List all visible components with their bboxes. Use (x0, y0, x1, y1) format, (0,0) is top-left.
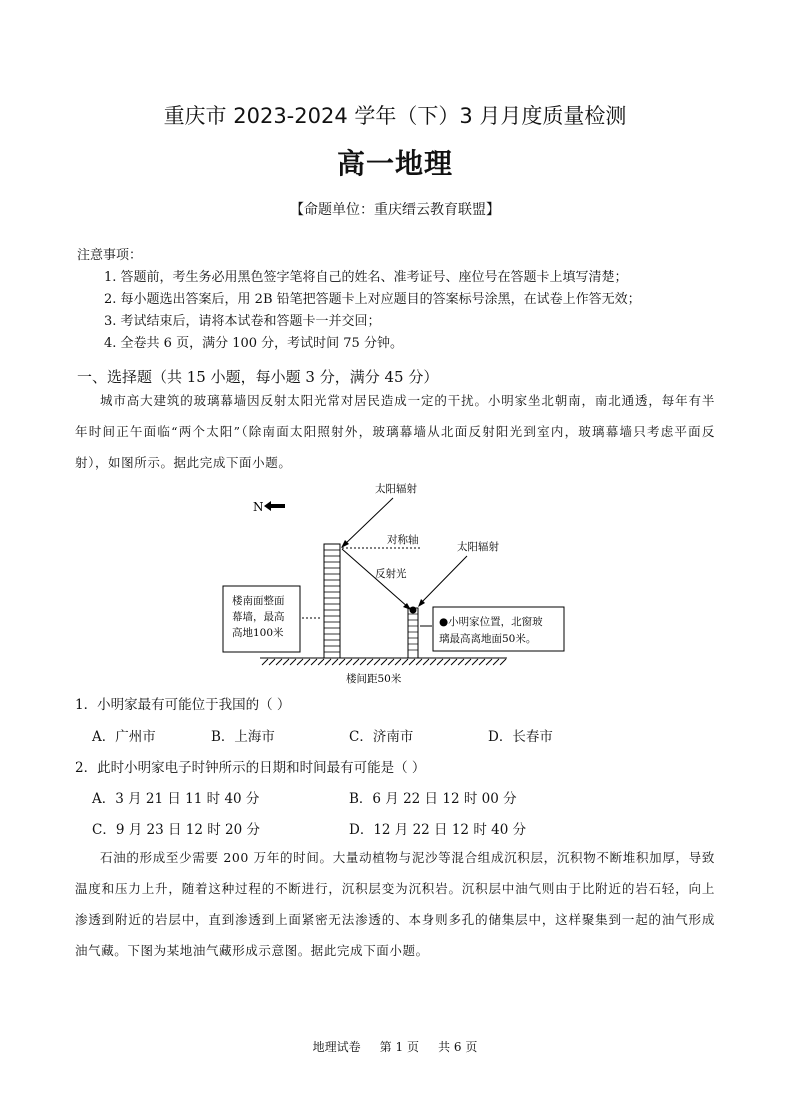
notice-item-4: 4. 全卷共 6 页，满分 100 分，考试时间 75 分钟。 (104, 336, 403, 351)
sun-radiation-right-label: 太阳辐射 (457, 541, 499, 553)
footer-total-prefix: 共 (438, 1040, 451, 1054)
q2-option-c: C．9 月 23 日 12 时 20 分 (92, 822, 260, 838)
sun-ray-top (343, 498, 393, 546)
subject-title: 高一地理 (336, 147, 453, 180)
reflected-light-label: 反射光 (375, 568, 407, 580)
home-position-dot (410, 607, 417, 614)
home-info-line-2: 璃最高离地面50米。 (439, 633, 537, 645)
q2-option-d: D．12 月 22 日 12 时 40 分 (349, 822, 527, 838)
footer-label: 地理试卷 (312, 1040, 361, 1054)
footer-total-pages: 6 (453, 1040, 462, 1054)
footer-page-number: 1 (395, 1040, 404, 1054)
north-arrow-icon (264, 501, 285, 511)
page-footer (0, 1038, 790, 1055)
tall-building-info-line-1: 楼南面整面 (232, 595, 285, 607)
q1-option-c: C．济南市 (349, 729, 414, 745)
q2-option-a: A．3 月 21 日 11 时 40 分 (92, 791, 260, 807)
passage-1: 城市高大建筑的玻璃幕墙因反射太阳光常对居民造成一定的干扰。小明家坐北朝南，南北通透，每年有半年时间正午面临“两个太阳”（除南面太阳照射外，玻璃幕墙从北面反射阳光到室内，玻璃幕墙只考虑平面反射），如图所示。据此完成下面小题。 (75, 393, 715, 470)
notice-item-3: 3. 考试结束后，请将本试卷和答题卡一并交回； (104, 314, 381, 329)
building-distance-label: 楼间距50米 (346, 673, 402, 685)
tall-building-info-line-2: 幕墙，最高 (232, 611, 285, 623)
question-2-stem: 2．此时小明家电子时钟所示的日期和时间最有可能是（ ） (75, 760, 426, 776)
home-building (408, 608, 418, 658)
notice-item-1: 1. 答题前，考生务必用黑色签字笔将自己的姓名、准考证号、座位号在答题卡上填写清楚； (104, 270, 628, 285)
footer-total-unit: 页 (465, 1040, 478, 1054)
issuing-unit: 【命题单位：重庆缙云教育联盟】 (290, 202, 500, 218)
sun-ray-right (420, 556, 467, 604)
notice-item-2: 2. 每小题选出答案后，用 2B 铅笔把答题卡上对应题目的答案标号涂黑，在试卷上作答无效； (104, 292, 641, 307)
footer-page-unit: 页 (406, 1040, 419, 1054)
q2-option-b: B．6 月 22 日 12 时 00 分 (349, 791, 517, 807)
question-1-stem: 1．小明家最有可能位于我国的（ ） (75, 697, 291, 713)
sun-radiation-top-label: 太阳辐射 (375, 483, 417, 495)
exam-title: 重庆市 2023-2024 学年（下）3 月月度质量检测 (163, 104, 627, 128)
tall-building-info-line-3: 高地100米 (232, 627, 284, 639)
north-label: N (253, 500, 264, 514)
home-info-line-1: ●小明家位置，北窗玻 (439, 616, 543, 628)
ground-hatch (262, 659, 506, 665)
q1-option-a: A．广州市 (92, 729, 156, 745)
tall-building (324, 544, 340, 658)
q1-option-d: D．长春市 (488, 729, 553, 745)
footer-page-prefix: 第 (379, 1040, 392, 1054)
passage-2: 石油的形成至少需要 200 万年的时间。大量动植物与泥沙等混合组成沉积层，沉积物不断堆积加厚，导致温度和压力上升，随着这种过程的不断进行，沉积层变为沉积岩。沉积层中油气则由于比附近的岩石轻，向上渗透到附近的岩层中，直到渗透到上面紧密无法渗透的、本身则多孔的储集层中，这样聚集到一起的油气形成油气藏。下图为某地油气藏形成示意图。据此完成下面小题。 (75, 850, 715, 958)
q1-option-b: B．上海市 (211, 729, 275, 745)
notice-heading: 注意事项： (77, 248, 143, 263)
symmetry-axis-label: 对称轴 (387, 534, 419, 546)
glass-curtain-wall-figure (215, 476, 575, 690)
section-title: 一、选择题（共 15 小题，每小题 3 分，满分 45 分） (77, 368, 439, 386)
